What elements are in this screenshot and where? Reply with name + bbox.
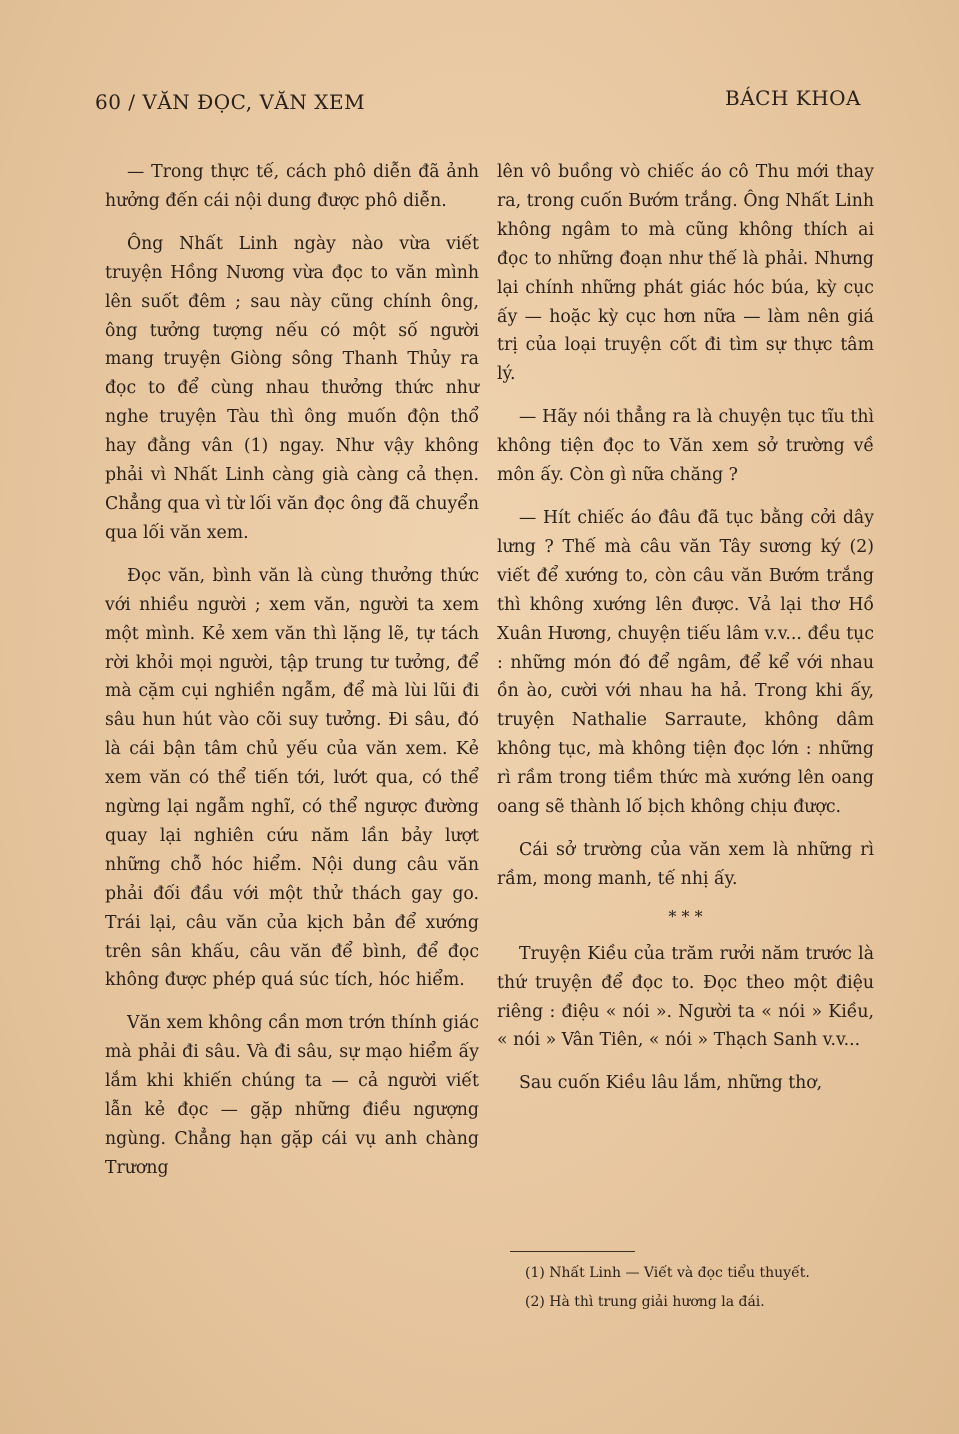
paragraph: Sau cuốn Kiều lâu lắm, những thơ, <box>519 1073 823 1094</box>
paragraph: Truyện Kiều của trăm rưởi năm trước là thứ truyện để đọc to. Đọc theo một điệu riêng : điệu « nói ». Người ta « nói » Kiều, « nói » Vân Tiên, « nói » Thạch Sanh v.v... <box>497 943 874 1051</box>
paragraph: Ông Nhất Linh ngày nào vừa viết truyện Hồng Nương vừa đọc to văn mình lên suốt đêm ; sau này cũng chính ông, ông tưởng tượng nếu có một số người mang truyện Giòng sông Thanh Thủy ra đọc to để cùng nhau thưởng thức như nghe truyện Tàu thì ông muốn độn thổ hay đằng vân (1) ngay. Như vậy không phải vì Nhất Linh càng già càng cả thẹn. Chẳng qua vì từ lối văn đọc ông đã chuyển qua lối văn xem. <box>105 233 479 543</box>
footnote: (1) Nhất Linh — Viết và đọc tiểu thuyết. <box>525 1265 810 1281</box>
paragraph: Đọc văn, bình văn là cùng thưởng thức với nhiều người ; xem văn, người ta xem một mình. Kẻ xem văn thì lặng lẽ, tự tách rời khỏi mọi người, tập trung tư tưởng, để mà cặm cụi nghiền ngẫm, để mà lùi lũi đi sâu hun hút vào cõi suy tưởng. Đi sâu, đó là cái bận tâm chủ yếu của văn xem. Kẻ xem văn có thể tiến tới, lướt qua, có thể ngừng lại ngẫm nghĩ, có thể ngược đường quay lại nghiên cứu năm lần bảy lượt những chỗ hóc hiểm. Nội dung câu văn phải đối đầu với một thử thách gay go. Trái lại, câu văn của kịch bản để xướng trên sân khấu, câu văn để bình, để đọc không được phép quá súc tích, hóc hiểm. <box>105 565 479 991</box>
running-header-left: 60 / VĂN ĐỌC, VĂN XEM <box>95 90 366 114</box>
footnote-rule <box>510 1251 635 1252</box>
paragraph: Văn xem không cần mơn trớn thính giác mà phải đi sâu. Và đi sâu, sự mạo hiểm ấy lắm khi khiến chúng ta — cả người viết lẫn kẻ đọc — gặp những điều ngượng ngùng. Chẳng hạn gặp cái vụ anh chàng Trương <box>105 1013 479 1178</box>
footnote: (2) Hà thì trung giải hương la đái. <box>525 1294 765 1310</box>
right-column <box>497 158 874 1112</box>
paragraph: lên vô buồng vò chiếc áo cô Thu mới thay ra, trong cuốn Bướm trắng. Ông Nhất Linh không ngâm to mà cũng không thích ai đọc to những đoạn như thế là phải. Nhưng lại chính những phát giác hóc búa, kỳ cục ấy — hoặc kỳ cục hơn nữa — làm nên giá trị của loại truyện cốt đi tìm sự thực tâm lý. <box>497 162 874 385</box>
paragraph: — Hãy nói thẳng ra là chuyện tục tĩu thì không tiện đọc to Văn xem sở trường về môn ấy. Còn gì nữa chăng ? <box>497 407 874 486</box>
running-header-right: BÁCH KHOA <box>725 86 861 110</box>
section-divider: * * * <box>668 906 703 926</box>
paragraph: — Trong thực tế, cách phô diễn đã ảnh hưởng đến cái nội dung được phô diễn. <box>105 162 479 211</box>
paragraph: Cái sở trường của văn xem là những rì rầm, mong manh, tế nhị ấy. <box>497 839 874 889</box>
footnotes <box>525 1259 885 1317</box>
left-column <box>105 158 479 1197</box>
paragraph: — Hít chiếc áo đâu đã tục bằng cởi dây lưng ? Thế mà câu văn Tây sương ký (2) viết để xướng to, còn câu văn Bướm trắng thì không xướng lên được. Vả lại thơ Hồ Xuân Hương, chuyện tiếu lâm v.v... đều tục : những món đó để ngâm, để kể với nhau ồn ào, cười với nhau ha hả. Trong khi ấy, truyện Nathalie Sarraute, không dâm không tục, mà không tiện đọc lớn : những rì rầm trong tiềm thức mà xướng lên oang oang sẽ thành lố bịch không chịu được. <box>497 507 874 818</box>
